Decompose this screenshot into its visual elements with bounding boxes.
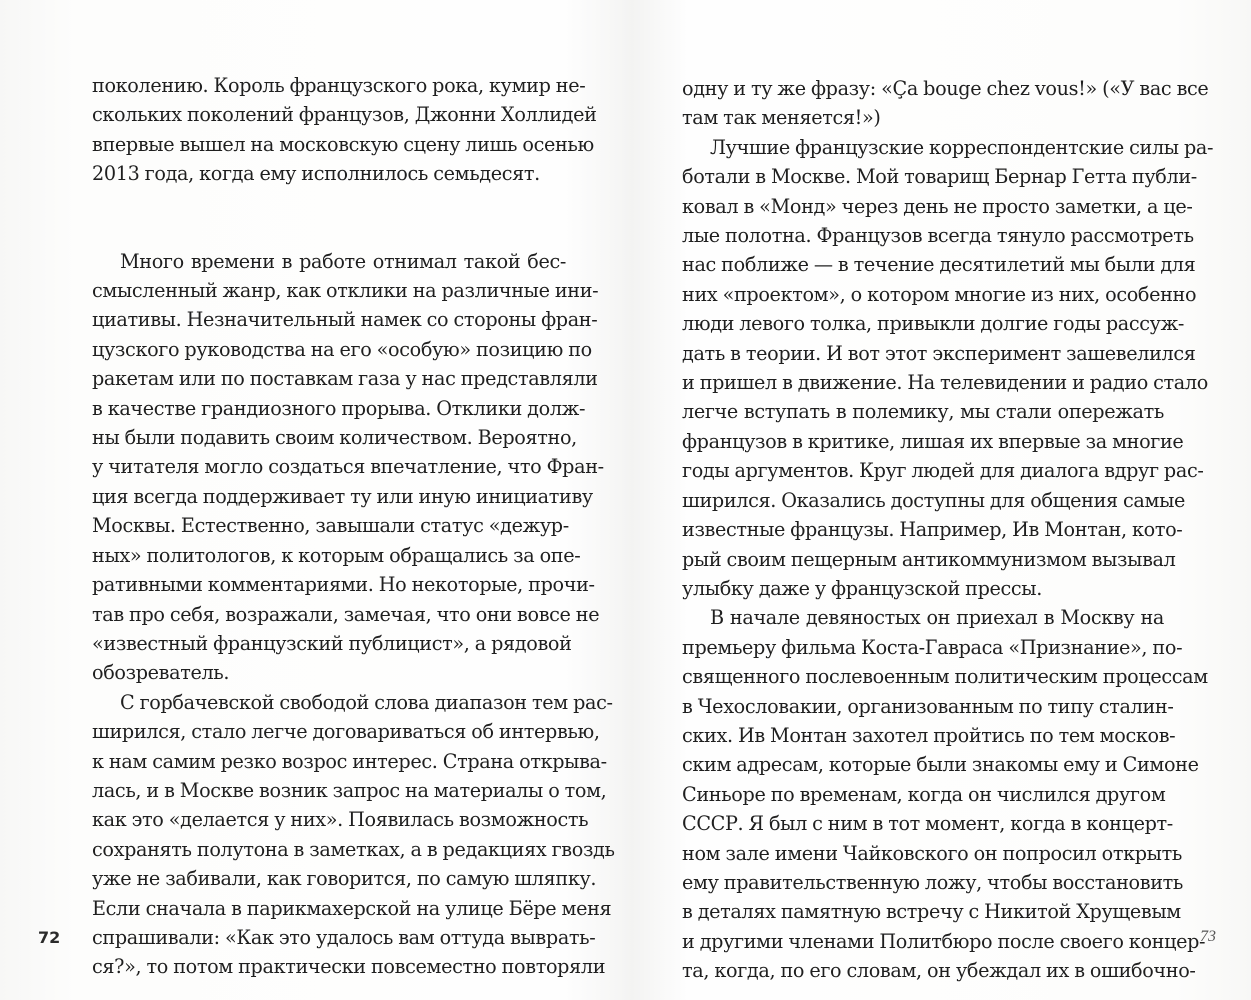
paragraph bbox=[682, 74, 1209, 133]
text-line: у читателя могло создаться впечатление, что Фран- bbox=[92, 455, 604, 479]
text-line: сохранять полутона в заметках, а в редакциях гвоздь bbox=[92, 837, 615, 861]
text-line: смысленный жанр, как отклики на различные ини- bbox=[92, 279, 599, 303]
text-line: Лучшие французские корреспондентские силы ра- bbox=[710, 135, 1214, 159]
text-line: годы аргументов. Круг людей для диалога вдруг рас- bbox=[682, 459, 1204, 483]
page-number: 73 bbox=[1200, 928, 1216, 945]
text-line: Синьоре по временам, когда он числился другом bbox=[682, 782, 1166, 806]
text-line: известные французы. Например, Ив Монтан, кото- bbox=[682, 518, 1183, 542]
right-page bbox=[625, 0, 1251, 1000]
paragraph bbox=[92, 71, 597, 189]
text-line: впервые вышел на московскую сцену лишь осенью bbox=[92, 132, 594, 156]
text-line: как это «делается у них». Появилась возможность bbox=[92, 808, 589, 832]
text-line: французов в критике, лишая их впервые за многие bbox=[682, 429, 1184, 453]
text-line: ковал в «Монд» через день не просто заметки, а це- bbox=[682, 194, 1193, 218]
text-line: уже не забивали, как говорится, по самую шляпку. bbox=[92, 867, 597, 891]
text-line: ботали в Москве. Мой товарищ Бернар Гетта публи- bbox=[682, 165, 1197, 189]
text-line: в качестве грандиозного прорыва. Отклики долж- bbox=[92, 396, 586, 420]
text-line: ему правительственную ложу, чтобы восстановить bbox=[682, 870, 1184, 894]
text-line: ширился. Оказались доступны для общения самые bbox=[682, 488, 1186, 512]
text-line: ция всегда поддерживает ту или иную инициативу bbox=[92, 484, 593, 508]
text-line: ных» политологов, к которым обращались за опе- bbox=[92, 543, 581, 567]
text-line: спрашивали: «Как это удалось вам оттуда выврать- bbox=[92, 925, 596, 949]
text-line: 2013 года, когда ему исполнилось семьдесят. bbox=[92, 162, 540, 186]
text-line: лые полотна. Французов всегда тянуло рассмотреть bbox=[682, 224, 1194, 248]
paragraph bbox=[92, 247, 604, 688]
paragraph bbox=[92, 688, 615, 982]
text-line: «известный французский публицист», а рядовой bbox=[92, 631, 572, 655]
text-line: СССР. Я был с ним в тот момент, когда в концерт- bbox=[682, 812, 1173, 836]
text-line: ративными комментариями. Но некоторые, прочи- bbox=[92, 573, 595, 597]
text-line: премьеру фильма Коста-Гавраса «Признание», по- bbox=[682, 635, 1183, 659]
left-page-text bbox=[92, 71, 615, 982]
text-line: В начале девяностых он приехал в Москву на bbox=[710, 606, 1164, 630]
text-line: обозреватель. bbox=[92, 661, 230, 685]
text-line: скольких поколений французов, Джонни Холлидей bbox=[92, 103, 597, 127]
section-break bbox=[92, 189, 566, 247]
text-line: циативы. Незначительный намек со стороны фран- bbox=[92, 308, 598, 332]
text-line: в деталях памятную встречу с Никитой Хрущевым bbox=[682, 900, 1181, 924]
text-line: люди левого толка, привыкли долгие годы рассуж- bbox=[682, 312, 1185, 336]
text-line: Много времени в работе отнимал такой бес- bbox=[120, 249, 566, 273]
text-line: ны были подавить своим количеством. Вероятно, bbox=[92, 426, 577, 450]
text-line: и другими членами Политбюро после своего концер- bbox=[682, 929, 1206, 953]
text-line: священного послевоенным политическим процессам bbox=[682, 665, 1208, 689]
text-line: ном зале имени Чайковского он попросил открыть bbox=[682, 841, 1182, 865]
text-line: Если сначала в парикмахерской на улице Бёре меня bbox=[92, 896, 612, 920]
text-line: нас поближе — в течение десятилетий мы были для bbox=[682, 253, 1196, 277]
text-line: цузского руководства на его «особую» позицию по bbox=[92, 337, 592, 361]
text-line: одну и ту же фразу: «Ça bouge chez vous!» («У вас все bbox=[682, 77, 1209, 100]
text-line: дать в теории. И вот этот эксперимент зашевелился bbox=[682, 341, 1196, 365]
text-line: та, когда, по его словам, он убеждал их в ошибочно- bbox=[682, 959, 1196, 983]
text-line: улыбку даже у французской прессы. bbox=[682, 576, 1042, 600]
text-line: ширился, стало легче договариваться об интервью, bbox=[92, 720, 600, 744]
page-number: 72 bbox=[38, 928, 61, 947]
text-line: них «проектом», о котором многие из них, особенно bbox=[682, 282, 1197, 306]
paragraph bbox=[682, 133, 1214, 604]
text-line: и пришел в движение. На телевидении и радио стало bbox=[682, 371, 1208, 395]
text-line: ским адресам, которые были знакомы ему и Симоне bbox=[682, 753, 1199, 777]
text-line: ских. Ив Монтан захотел пройтись по тем москов- bbox=[682, 723, 1176, 747]
text-line: легче вступать в полемику, мы стали опережать bbox=[682, 400, 1164, 424]
text-line: к нам самим резко возрос интерес. Страна открыва- bbox=[92, 749, 607, 773]
text-line: лась, и в Москве возник запрос на материалы о том, bbox=[92, 778, 607, 802]
left-page bbox=[0, 0, 625, 1000]
text-line: там так меняется!») bbox=[682, 106, 881, 130]
text-line: ся?», то потом практически повсеместно повторяли bbox=[92, 955, 606, 979]
text-line: в Чехословакии, организованным по типу сталин- bbox=[682, 694, 1174, 718]
text-line: рый своим пещерным антикоммунизмом вызывал bbox=[682, 547, 1176, 571]
text-line: тав про себя, возражали, замечая, что они вовсе не bbox=[92, 602, 600, 626]
text-line: Москвы. Естественно, завышали статус «дежур- bbox=[92, 514, 569, 538]
text-line: ракетам или по поставкам газа у нас представляли bbox=[92, 367, 598, 391]
text-line: С горбачевской свободой слова диапазон тем рас- bbox=[120, 690, 613, 714]
text-line: поколению. Король французского рока, кумир не- bbox=[92, 74, 586, 97]
